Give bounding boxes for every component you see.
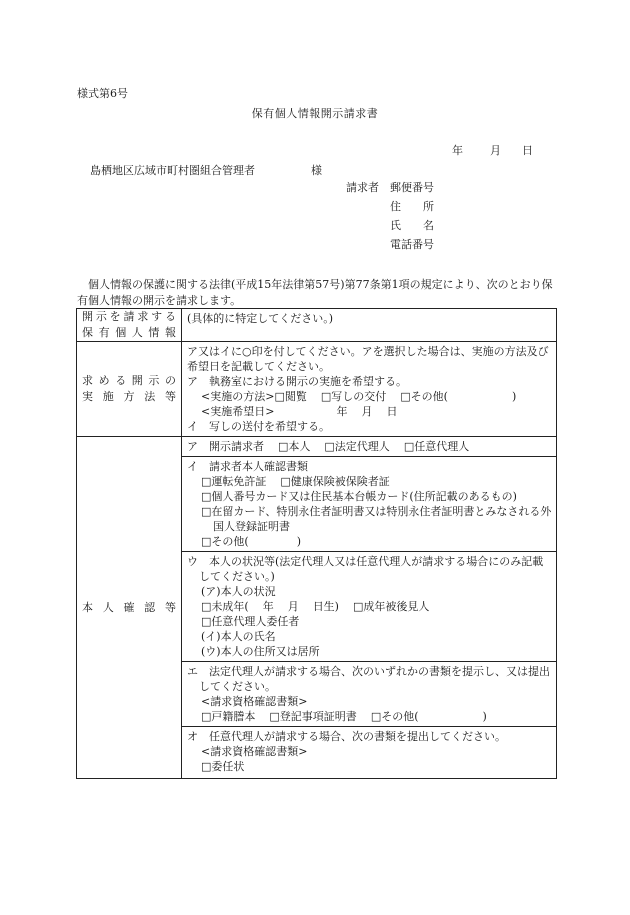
checkbox-copy-delivery[interactable]: □写しの交付 — [320, 390, 387, 403]
principal-status-title: ウ 本人の状況等(法定代理人又は任意代理人が請求する場合にのみ記載してください。) — [187, 555, 544, 583]
checkbox-legal-agent[interactable]: □法定代理人 — [324, 440, 390, 453]
name-label: 氏 名 — [390, 219, 434, 232]
section-principal-status — [182, 551, 556, 661]
requested-info-field[interactable] — [182, 309, 557, 342]
checkbox-residence-card[interactable]: □在留カード、特別永住者証明書又は特別永住者証明書とみなされる外国人登録証明書 — [201, 505, 552, 533]
checkbox-voluntary-agent[interactable]: □任意代理人 — [403, 440, 470, 453]
row-identity-verification — [77, 437, 557, 779]
label-line: 求める開示の — [82, 374, 176, 387]
checkbox-id-other[interactable]: □その他( — [201, 535, 249, 548]
checkbox-minor[interactable]: □未成年( — [201, 600, 249, 613]
paren-close: ) — [296, 535, 301, 548]
id-docs-other-line — [187, 534, 552, 549]
checkbox-voluntary-principal[interactable]: □任意代理人委任者 — [201, 615, 300, 628]
honorific: 様 — [311, 164, 322, 177]
requester-row-phone — [346, 237, 440, 252]
checkbox-legal-other[interactable]: □その他( — [370, 710, 419, 723]
intro-paragraph: 個人情報の保護に関する法律(平成15年法律第57号)第77条第1項の規定により、次のとおり保有個人情報の開示を請求します。 — [77, 278, 553, 307]
addressee-name: 島栖地区広域市町村圏組合管理者 — [90, 164, 255, 177]
addressee — [90, 163, 322, 178]
label-requested-info — [77, 309, 182, 342]
label-line: 本人確認等 — [82, 600, 176, 614]
legal-docs-line — [187, 709, 552, 724]
date-day-label: 日 — [522, 144, 533, 157]
checkbox-viewing[interactable]: □閲覧 — [274, 390, 307, 403]
checkbox-mynumber-card[interactable]: □個人番号カード又は住民基本台帳カード(住所記載のあるもの) — [201, 490, 517, 503]
legal-agent-title: エ 法定代理人が請求する場合、次のいずれかの書類を提示し、又は提出してください。 — [187, 665, 550, 693]
date-line — [452, 143, 533, 158]
option-office-viewing[interactable]: ア 執務室における開示の実施を希望する。 — [187, 375, 407, 388]
voluntary-docs-label: <請求資格確認書類> — [201, 745, 308, 758]
section-requester-type — [182, 437, 556, 456]
requester-label: 請求者 — [346, 181, 379, 194]
legal-docs-label: <請求資格確認書類> — [201, 695, 308, 708]
checkbox-method-other[interactable]: □その他( — [400, 390, 448, 403]
date-month-label: 月 — [490, 144, 501, 157]
wish-day: 日 — [386, 405, 398, 418]
requester-row-address — [346, 199, 440, 214]
paren-close: ) — [482, 710, 487, 723]
wish-year: 年 — [336, 405, 348, 418]
label-line: 開示を請求する — [82, 310, 176, 323]
document-title: 保有個人情報開示請求書 — [251, 107, 379, 120]
birth-day: 日生) — [312, 600, 339, 613]
requester-row-postal — [346, 180, 440, 195]
address-label: 住 所 — [390, 200, 434, 213]
request-table — [76, 308, 557, 779]
label-line: 実施方法等 — [82, 390, 176, 403]
row-disclosure-method — [77, 342, 557, 437]
disclosure-method-content — [182, 342, 557, 437]
label-identity-verification — [77, 437, 182, 779]
checkbox-adult-ward[interactable]: □成年被後見人 — [352, 600, 430, 613]
section-voluntary-agent-docs — [182, 726, 556, 778]
birth-year: 年 — [262, 600, 274, 613]
identity-content — [182, 437, 557, 779]
date-wish-label: <実施希望日> — [201, 405, 275, 418]
section-legal-agent-docs — [182, 661, 556, 726]
date-year-label: 年 — [452, 144, 463, 157]
checkbox-power-of-attorney[interactable]: □委任状 — [201, 760, 245, 773]
checkbox-driver-license[interactable]: □運転免許証 — [201, 475, 267, 488]
postal-label: 郵便番号 — [390, 181, 434, 194]
checkbox-registry-cert[interactable]: □登記事項証明書 — [269, 710, 357, 723]
method-instruction: ア又はイに○印を付してください。アを選択した場合は、実施の方法及び希望日を記載してください。 — [187, 345, 549, 373]
principal-name-subhead: (イ)本人の氏名 — [201, 630, 276, 643]
principal-address-subhead: (ウ)本人の住所又は居所 — [201, 645, 320, 658]
id-documents-title: イ 請求者本人確認書類 — [187, 460, 308, 473]
phone-label: 電話番号 — [390, 238, 434, 251]
row-requested-info — [77, 309, 557, 342]
label-disclosure-method — [77, 342, 182, 437]
birth-month: 月 — [287, 600, 299, 613]
paren-close: ) — [511, 390, 517, 403]
form-number: 様式第6号 — [77, 87, 128, 100]
method-line — [187, 389, 552, 404]
wish-month: 月 — [361, 405, 373, 418]
requested-info-hint: (具体的に特定してください。) — [187, 312, 334, 325]
label-line: 保有個人情報 — [82, 326, 176, 339]
principal-status-subhead: (ア)本人の状況 — [201, 585, 276, 598]
requester-row-name — [346, 218, 440, 233]
voluntary-agent-title: オ 任意代理人が請求する場合、次の書類を提出してください。 — [187, 730, 506, 743]
id-docs-line — [187, 474, 552, 489]
checkbox-family-register[interactable]: □戸籍謄本 — [201, 710, 256, 723]
date-wish-line — [187, 404, 552, 419]
option-copy-mail[interactable]: イ 写しの送付を希望する。 — [187, 420, 330, 433]
section-id-documents — [182, 456, 556, 551]
method-label: <実施の方法> — [201, 390, 275, 403]
minor-line — [187, 599, 552, 614]
checkbox-health-insurance[interactable]: □健康保険被保険者証 — [280, 475, 390, 488]
checkbox-self[interactable]: □本人 — [278, 440, 311, 453]
requester-type-title: ア 開示請求者 — [187, 440, 264, 453]
